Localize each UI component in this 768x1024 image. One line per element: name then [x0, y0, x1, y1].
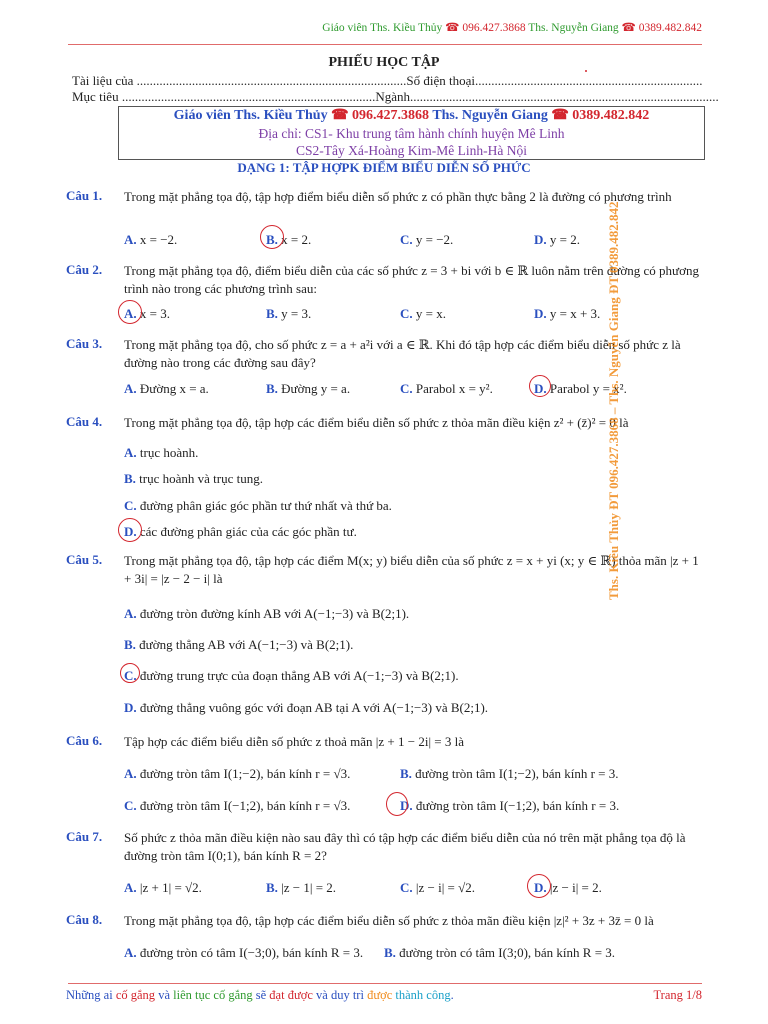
answer-circle-mark [529, 375, 551, 397]
contact-box [118, 106, 705, 160]
header-teacher2: Ths. Nguyễn Giang [528, 22, 619, 34]
option-c: C. y = x. [400, 306, 446, 321]
field-owner: Tài liệu của ...................................................................................Số điện thoại...................................................................... [72, 73, 703, 88]
vertical-watermark: Ths. Kiều Thủy ĐT 096.427.3868 – Ths. Nguyễn Giang ĐT 0389.482.842 [606, 201, 621, 600]
footer-motto: Những ai cố gắng và liên tục cố gắng sẽ đạt được và duy trì được thành công. [66, 988, 454, 1002]
option-b: B. đường tròn có tâm I(3;0), bán kính R = 3. [384, 945, 616, 960]
option-b: B. đường thẳng AB với A(−1;−3) và B(2;1). [124, 637, 354, 652]
option-c: C. |z − i| = √2. [400, 880, 476, 895]
header-teacher1: Giáo viên Ths. Kiều Thủy [322, 22, 443, 34]
option-d: D. đường tròn tâm I(−1;2), bán kính r = 3. [400, 798, 620, 813]
option-a: A. |z + 1| = √2. [124, 880, 202, 895]
page-title: PHIẾU HỌC TẬP [328, 55, 440, 70]
question-number: Câu 1. [66, 188, 103, 203]
option-c: C. Parabol x = y². [400, 381, 493, 396]
option-b: B. x = 2. [266, 232, 312, 247]
section-title: DẠNG 1: TẬP HỢPK ĐIỂM BIỂU DIỄN SỐ PHỨC [237, 160, 531, 175]
option-b: B. trục hoành và trục tung. [124, 471, 263, 486]
answer-circle-mark [118, 518, 142, 542]
question-text: Trong mặt phẳng tọa độ, tập hợp các điểm M(x; y) biểu diễn của số phức z = x + yi (x; y ∈ ℝ) thỏa mãn |z + 1 + 3i| = |z − 2 − i| là [124, 553, 699, 586]
question-number: Câu 6. [66, 733, 103, 748]
question-text: Tập hợp các điểm biểu diễn số phức z thoả mãn |z + 1 − 2i| = 3 là [124, 734, 465, 749]
option-a: A. đường tròn đường kính AB với A(−1;−3) và B(2;1). [124, 606, 410, 621]
contact-address-2: CS2-Tây Xá-Hoàng Kim-Mê Linh-Hà Nội [296, 143, 527, 158]
question-text: Trong mặt phẳng tọa độ, cho số phức z = a + a²i với a ∈ ℝ. Khi đó tập hợp các điểm biểu diễn số phức z là đường nào trong các đường sau đây? [124, 337, 681, 370]
option-b: B. y = 3. [266, 306, 312, 321]
option-a: A. x = 3. [124, 306, 170, 321]
footer-divider [68, 983, 702, 984]
question-number: Câu 3. [66, 336, 103, 351]
question-number: Câu 2. [66, 262, 103, 277]
option-c: C. y = −2. [400, 232, 454, 247]
question-number: Câu 7. [66, 829, 103, 844]
option-c: C. đường tròn tâm I(−1;2), bán kính r = √3. [124, 798, 351, 813]
option-c: C. đường trung trực của đoạn thẳng AB với A(−1;−3) và B(2;1). [124, 668, 459, 683]
option-c: C. đường phân giác góc phần tư thứ nhất và thứ ba. [124, 498, 392, 513]
option-d: D. y = x + 3. [534, 306, 601, 321]
question-number: Câu 8. [66, 912, 103, 927]
option-a: A. đường tròn có tâm I(−3;0), bán kính R = 3. [124, 945, 364, 960]
question-number: Câu 4. [66, 414, 103, 429]
option-d: D. Parabol y = x². [534, 381, 627, 396]
header-divider [68, 44, 702, 45]
answer-circle-mark [118, 300, 142, 324]
contact-line-1: Giáo viên Ths. Kiều Thủy ☎ 096.427.3868 Ths. Nguyễn Giang ☎ 0389.482.842 [173, 108, 650, 123]
contact-address-1: Địa chỉ: CS1- Khu trung tâm hành chính huyện Mê Linh [258, 126, 565, 141]
question-text: Trong mặt phẳng tọa độ, tập hợp các điểm biểu diễn số phức z thỏa mãn điều kiện |z|² + 3z + 3z̄ = 0 là [124, 913, 654, 928]
answer-circle-mark [386, 792, 408, 816]
header-phone2: ☎ 0389.482.842 [621, 22, 702, 34]
page-number: Trang 1/8 [653, 988, 702, 1002]
question-text: Số phức z thỏa mãn điều kiện nào sau đây thì có tập hợp các điểm biểu diễn của nó trên mặt phẳng tọa độ là đường tròn tâm I(0;1), bán kính R = 2? [124, 830, 686, 863]
option-b: B. Đường y = a. [266, 381, 351, 396]
question-text: Trong mặt phẳng tọa độ, điểm biểu diễn của các số phức z = 3 + bi với b ∈ ℝ luôn nằm trên đường có phương trình nào trong các phương trình sau: [124, 263, 699, 296]
option-a: A. x = −2. [124, 232, 178, 247]
question-number: Câu 5. [66, 552, 103, 567]
page-header [0, 20, 702, 34]
option-d: D. y = 2. [534, 232, 580, 247]
answer-circle-mark [527, 874, 551, 898]
field-goal: Mục tiêu ..............................................................................Ngành............................................................................................... [72, 89, 719, 104]
option-d: D. các đường phân giác của các góc phần tư. [124, 524, 357, 539]
option-d: D. đường thẳng vuông góc với đoạn AB tại A với A(−1;−3) và B(2;1). [124, 700, 489, 715]
option-a: A. trục hoành. [124, 445, 199, 460]
header-phone1: ☎ 096.427.3868 [445, 22, 526, 34]
question-text: Trong mặt phẳng tọa độ, tập hợp điểm biểu diễn số phức z có phần thực bằng 2 là đường có phương trình [124, 189, 672, 204]
option-b: B. |z − 1| = 2. [266, 880, 337, 895]
answer-circle-mark [260, 225, 284, 249]
option-d: D. |z − i| = 2. [534, 880, 602, 895]
option-b: B. đường tròn tâm I(1;−2), bán kính r = 3. [400, 766, 619, 781]
answer-circle-mark [120, 663, 140, 683]
red-dot [585, 70, 587, 72]
option-a: A. đường tròn tâm I(1;−2), bán kính r = √3. [124, 766, 351, 781]
option-a: A. Đường x = a. [124, 381, 209, 396]
question-text: Trong mặt phẳng tọa độ, tập hợp các điểm biểu diễn số phức z thỏa mãn điều kiện z² + (z̄)² = 0 là [124, 415, 629, 430]
